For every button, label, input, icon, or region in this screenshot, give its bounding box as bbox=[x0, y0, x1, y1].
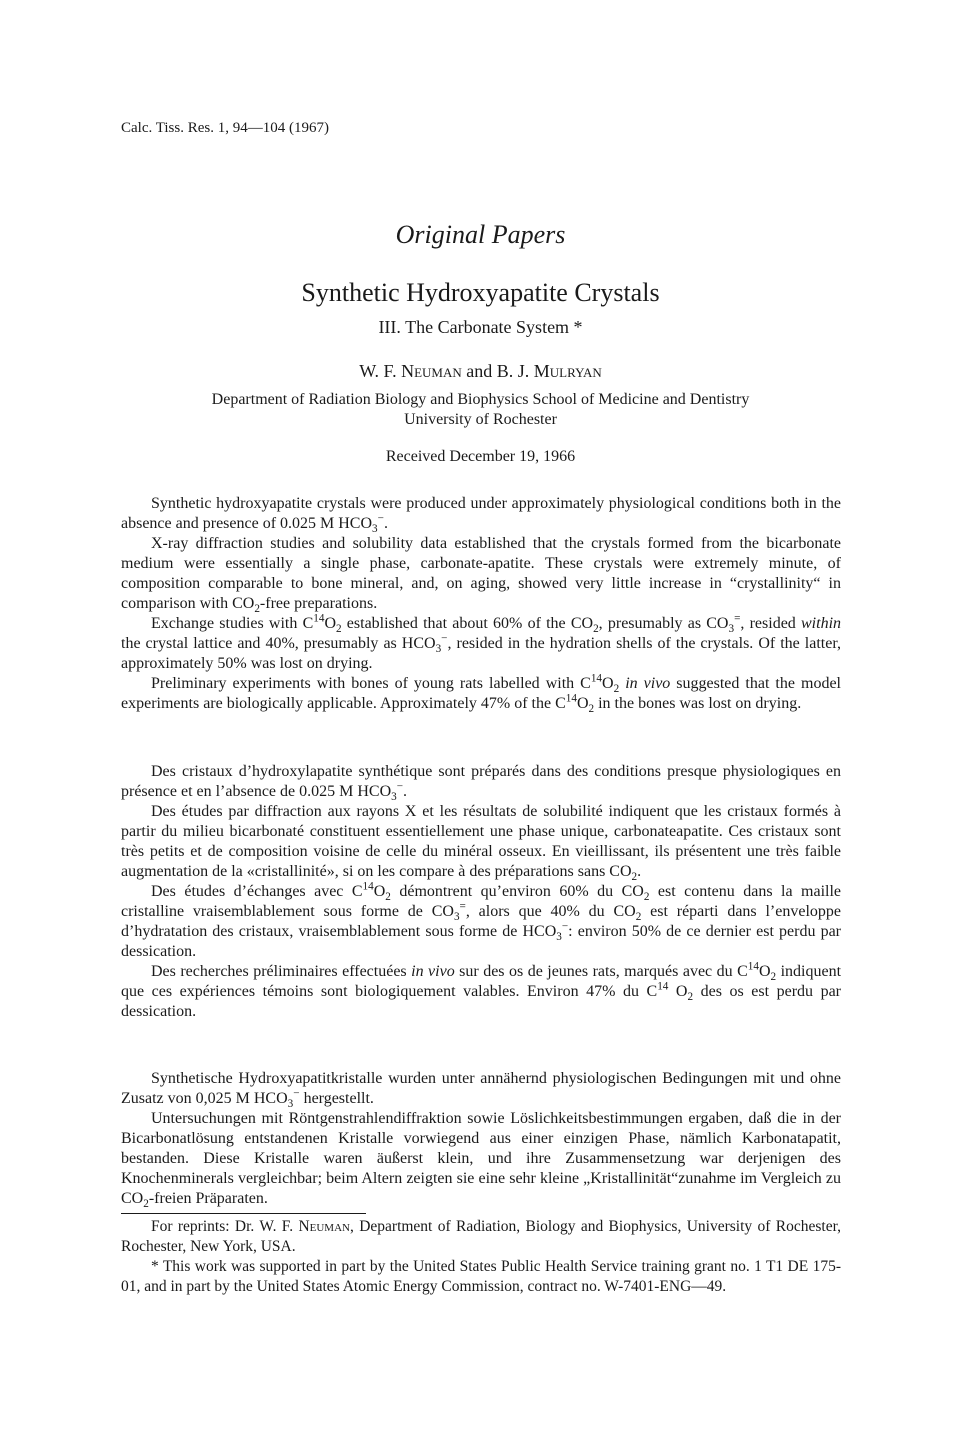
affiliation bbox=[0, 390, 961, 430]
fr-paragraph-3: Des études d’échanges avec $C^{14}O_2$ démontrent qu’environ 60% du $CO_2$ est contenu dans la maille cristalline vraisemblablement sous forme de $CO_3^=$, alors que 40% du $CO_2$ est réparti dans l’enveloppe d’hydratation des cristaux, vraisemblablement sous forme de $HCO_3^-$: environ 50% de ce dernier est perdu par dessication. bbox=[121, 880, 842, 960]
en-paragraph-2: X-ray diffraction studies and solubility data established that the crystals formed from the bicarbonate medium were essentially a single phase, carbonate-apatite. These crystals were extremely minute, of composition comparable to bone mineral, and, on aging, showed very little increase in “crystallinity“ in comparison with $CO_2$-free preparations. bbox=[121, 535, 841, 616]
section-heading: Original Papers bbox=[395, 220, 566, 249]
de-paragraph-2: Untersuchungen mit Röntgenstrahlendiffraktion sowie Löslichkeitsbestimmungen ergaben, daß die in der Bicarbonatlösung entstandenen Kristalle vorwiegend aus einer einzigen Phase, nämlich Karbonatapatit, bestanden. Diese Kristalle waren äußerst klein, und ihre Zusammensetzung war derjenigen des Knochenminerals vergleichbar; beim Altern zeigten sie eine sehr kleine „Kristallinität“zunahme im Vergleich zu $CO_2$-freien Präparaten. bbox=[121, 1110, 841, 1211]
author-neuman: W. F. Neuman bbox=[359, 361, 462, 381]
affiliation-university: University of Rochester bbox=[404, 411, 557, 428]
abstract-french bbox=[121, 762, 841, 1022]
author-mulryan: B. J. Mulryan bbox=[496, 361, 602, 381]
footnote-reprints: For reprints: Dr. W. F. Neuman, Department of Radiation, Biology and Biophysics, University of Rochester, Rochester, New York, USA. bbox=[121, 1218, 841, 1255]
abstract-english bbox=[121, 494, 841, 714]
article-subtitle: III. The Carbonate System * bbox=[378, 317, 583, 337]
journal-reference: Calc. Tiss. Res. 1, 94—104 (1967) bbox=[121, 120, 329, 136]
author-conjunction: and bbox=[466, 361, 493, 381]
footnote-funding: * This work was supported in part by the United States Public Health Service training grant no. 1 T1 DE 175-01, and in part by the United States Atomic Energy Commission, contract no. W-7401-ENG—49. bbox=[121, 1258, 841, 1295]
article-title: Synthetic Hydroxyapatite Crystals bbox=[301, 278, 660, 307]
en-paragraph-3: Exchange studies with $C^{14}O_2$ established that about 60% of the $CO_2$, presumably as $CO_3^=$, resided within the crystal lattice and 40%, presumably as $HCO_3^-$, resided in the hydration shells of the crystals. Of the latter, approximately 50% was lost on drying. bbox=[121, 612, 842, 672]
affiliation-department: Department of Radiation Biology and Biophysics School of Medicine and Dentistry bbox=[211, 391, 750, 408]
footnotes bbox=[121, 1217, 841, 1297]
fr-paragraph-4: Des recherches préliminaires effectuées in vivo sur des os de jeunes rats, marqués avec du $C^{14}O_2$ indiquent que ces expériences témoins sont biologiquement valables. Environ 47% du $C^{14}$ $O_2$ des os est perdu par dessication. bbox=[121, 960, 842, 1020]
footnote-separator bbox=[121, 1213, 366, 1214]
en-paragraph-1: Synthetic hydroxyapatite crystals were produced under approximately physiological conditions both in the absence and presence of 0.025 M $HCO_3^-$. bbox=[121, 495, 841, 536]
de-paragraph-1: Synthetische Hydroxyapatitkristalle wurden unter annähernd physiologischen Bedingungen mit und ohne Zusatz von 0,025 M $HCO_3^-$ hergestellt. bbox=[121, 1070, 841, 1111]
fr-paragraph-1: Des cristaux d’hydroxylapatite synthétique sont préparés dans des conditions presque physiologiques en présence et en l’absence de 0.025 M $HCO_3^-$. bbox=[121, 763, 841, 804]
abstract-german bbox=[121, 1069, 841, 1209]
received-date: Received December 19, 1966 bbox=[385, 448, 576, 465]
fr-paragraph-2: Des études par diffraction aux rayons X et les résultats de solubilité indiquent que les cristaux formés à partir du milieu bicarbonaté constituent essentiellement une phase unique, carbonateapatite. Ces cristaux sont très petits et de composition voisine de celle du minéral osseux. En vieillissant, ils présentent une très faible augmentation de la «cristallinité», si on les compare à des préparations sans $CO_2$. bbox=[121, 803, 841, 884]
author-line bbox=[0, 361, 961, 382]
en-paragraph-4: Preliminary experiments with bones of young rats labelled with $C^{14}O_2$ in vivo suggested that the model experiments are biologically applicable. Approximately 47% of the $C^{14}O_2$ in the bones was lost on drying. bbox=[121, 672, 841, 716]
